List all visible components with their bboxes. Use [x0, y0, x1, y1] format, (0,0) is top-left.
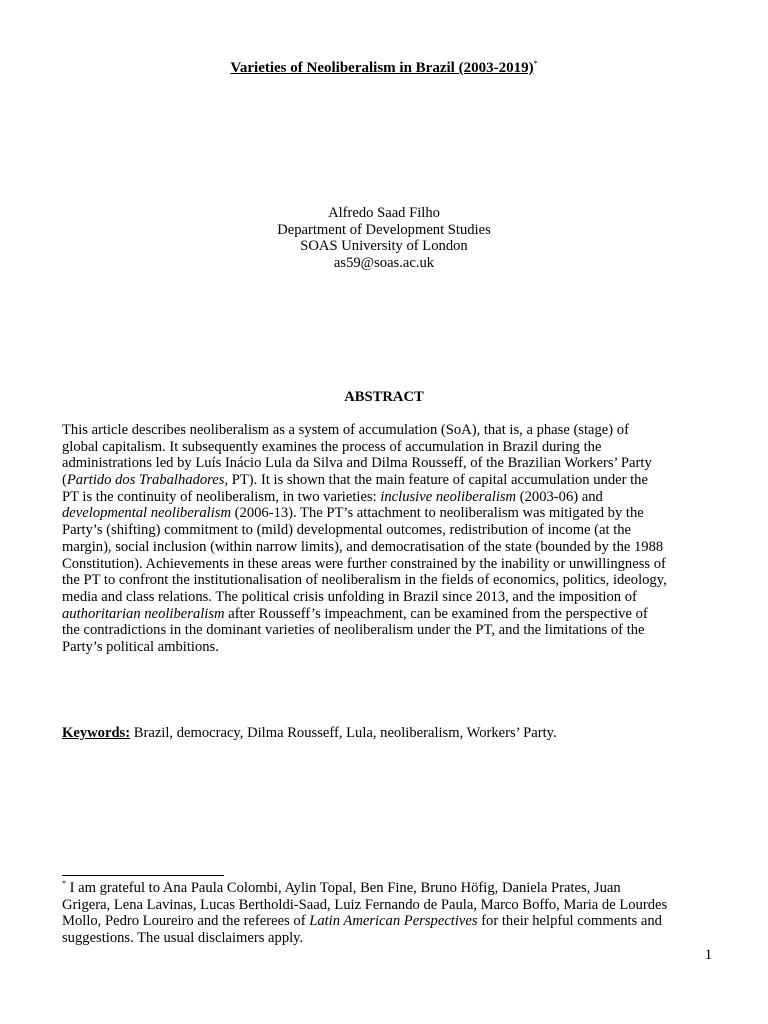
abstract-lines-line: [62, 505, 712, 522]
text-segment: Mollo, Pedro Loureiro and the referees of: [62, 913, 310, 930]
keywords-label: Keywords:: [62, 725, 131, 741]
abstract-lines-line: [62, 455, 712, 472]
text-segment: (: [62, 472, 67, 489]
text-segment: Party’s (shifting) commitment to (mild) developmental outcomes, redistribution of income (at the: [62, 522, 632, 539]
paper-title-text: Varieties of Neoliberalism in Brazil (2003-2019): [230, 60, 534, 76]
abstract-lines-line: [62, 539, 712, 556]
abstract-lines-line: [62, 556, 712, 573]
text-segment: margin), social inclusion (within narrow limits), and democratisation of the state (bounded by the 1988: [62, 538, 664, 555]
text-segment: the PT to confront the institutionalisation of neoliberalism in the fields of economics, politics, ideology,: [62, 572, 667, 589]
italic-text: developmental neoliberalism: [62, 505, 232, 522]
abstract-lines-line: [62, 439, 712, 456]
abstract-lines-line: [62, 639, 712, 656]
italic-text: authoritarian neoliberalism: [62, 605, 225, 622]
abstract-lines-line: [62, 472, 712, 489]
abstract-lines-line: [62, 572, 712, 589]
abstract-lines-line: [62, 489, 712, 506]
footnote-lines-line: [62, 913, 712, 930]
paper-title: [0, 60, 768, 77]
footnote-lines-line: [62, 930, 712, 947]
footnote-marker: *: [62, 879, 66, 889]
text-segment: suggestions. The usual disclaimers apply.: [62, 929, 304, 946]
abstract-lines-line: [62, 622, 712, 639]
footnote: [62, 880, 712, 946]
text-segment: Constitution). Achievements in these areas were further constrained by the inability or unwillingness of: [62, 555, 666, 572]
text-segment: Grigera, Lena Lavinas, Lucas Bertholdi-Saad, Luiz Fernando de Paula, Marco Boffo, Maria de Lourdes: [62, 896, 668, 913]
author-name: Alfredo Saad Filho: [328, 205, 440, 221]
text-segment: Party’s political ambitions.: [62, 638, 219, 655]
italic-text: inclusive neoliberalism: [380, 488, 517, 505]
text-segment: global capitalism. It subsequently examines the process of accumulation in Brazil during the: [62, 438, 602, 455]
abstract-lines-line: [62, 589, 712, 606]
text-segment: I am grateful to Ana Paula Colombi, Aylin Topal, Ben Fine, Bruno Höfig, Daniela Prates, Juan: [66, 880, 621, 896]
text-segment: media and class relations. The political crisis unfolding in Brazil since 2013, and the imposition of: [62, 588, 637, 605]
footnote-lines-line: [62, 897, 712, 914]
author-department: Department of Development Studies: [277, 221, 491, 238]
abstract-heading: ABSTRACT: [344, 389, 424, 405]
text-segment: , PT). It is shown that the main feature of capital accumulation under the: [224, 472, 648, 489]
author-block: [0, 205, 768, 271]
text-segment: the contradictions in the dominant varieties of neoliberalism under the PT, and the limitations of the: [62, 622, 645, 639]
keywords-line: [62, 725, 712, 742]
footnote-divider: [62, 875, 224, 876]
abstract-lines-line: [62, 522, 712, 539]
italic-text: Partido dos Trabalhadores: [66, 472, 225, 489]
page-number: 1: [704, 947, 712, 963]
title-footnote-marker: *: [533, 59, 538, 68]
text-segment: PT is the continuity of neoliberalism, in two varieties:: [62, 488, 381, 505]
text-segment: (2006-13). The PT’s attachment to neoliberalism was mitigated by the: [231, 505, 644, 522]
abstract-lines-line: [62, 606, 712, 623]
text-segment: administrations led by Luís Inácio Lula da Silva and Dilma Rousseff, of the Brazilian Workers’ Party: [62, 455, 652, 472]
author-institution: SOAS University of London: [300, 238, 468, 255]
abstract-lines-line: [62, 422, 712, 439]
text-segment: for their helpful comments and: [477, 913, 662, 930]
keywords-text: Brazil, democracy, Dilma Rousseff, Lula, neoliberalism, Workers’ Party.: [130, 725, 557, 741]
text-segment: (2003-06) and: [516, 488, 603, 505]
abstract-body: [62, 422, 712, 656]
author-email: as59@soas.ac.uk: [333, 254, 435, 271]
italic-text: Latin American Perspectives: [309, 913, 478, 930]
text-segment: after Rousseff’s impeachment, can be examined from the perspective of: [224, 605, 648, 622]
text-segment: This article describes neoliberalism as a system of accumulation (SoA), that is, a phase (stage) of: [62, 422, 629, 438]
footnote-lines-line: [62, 880, 712, 897]
